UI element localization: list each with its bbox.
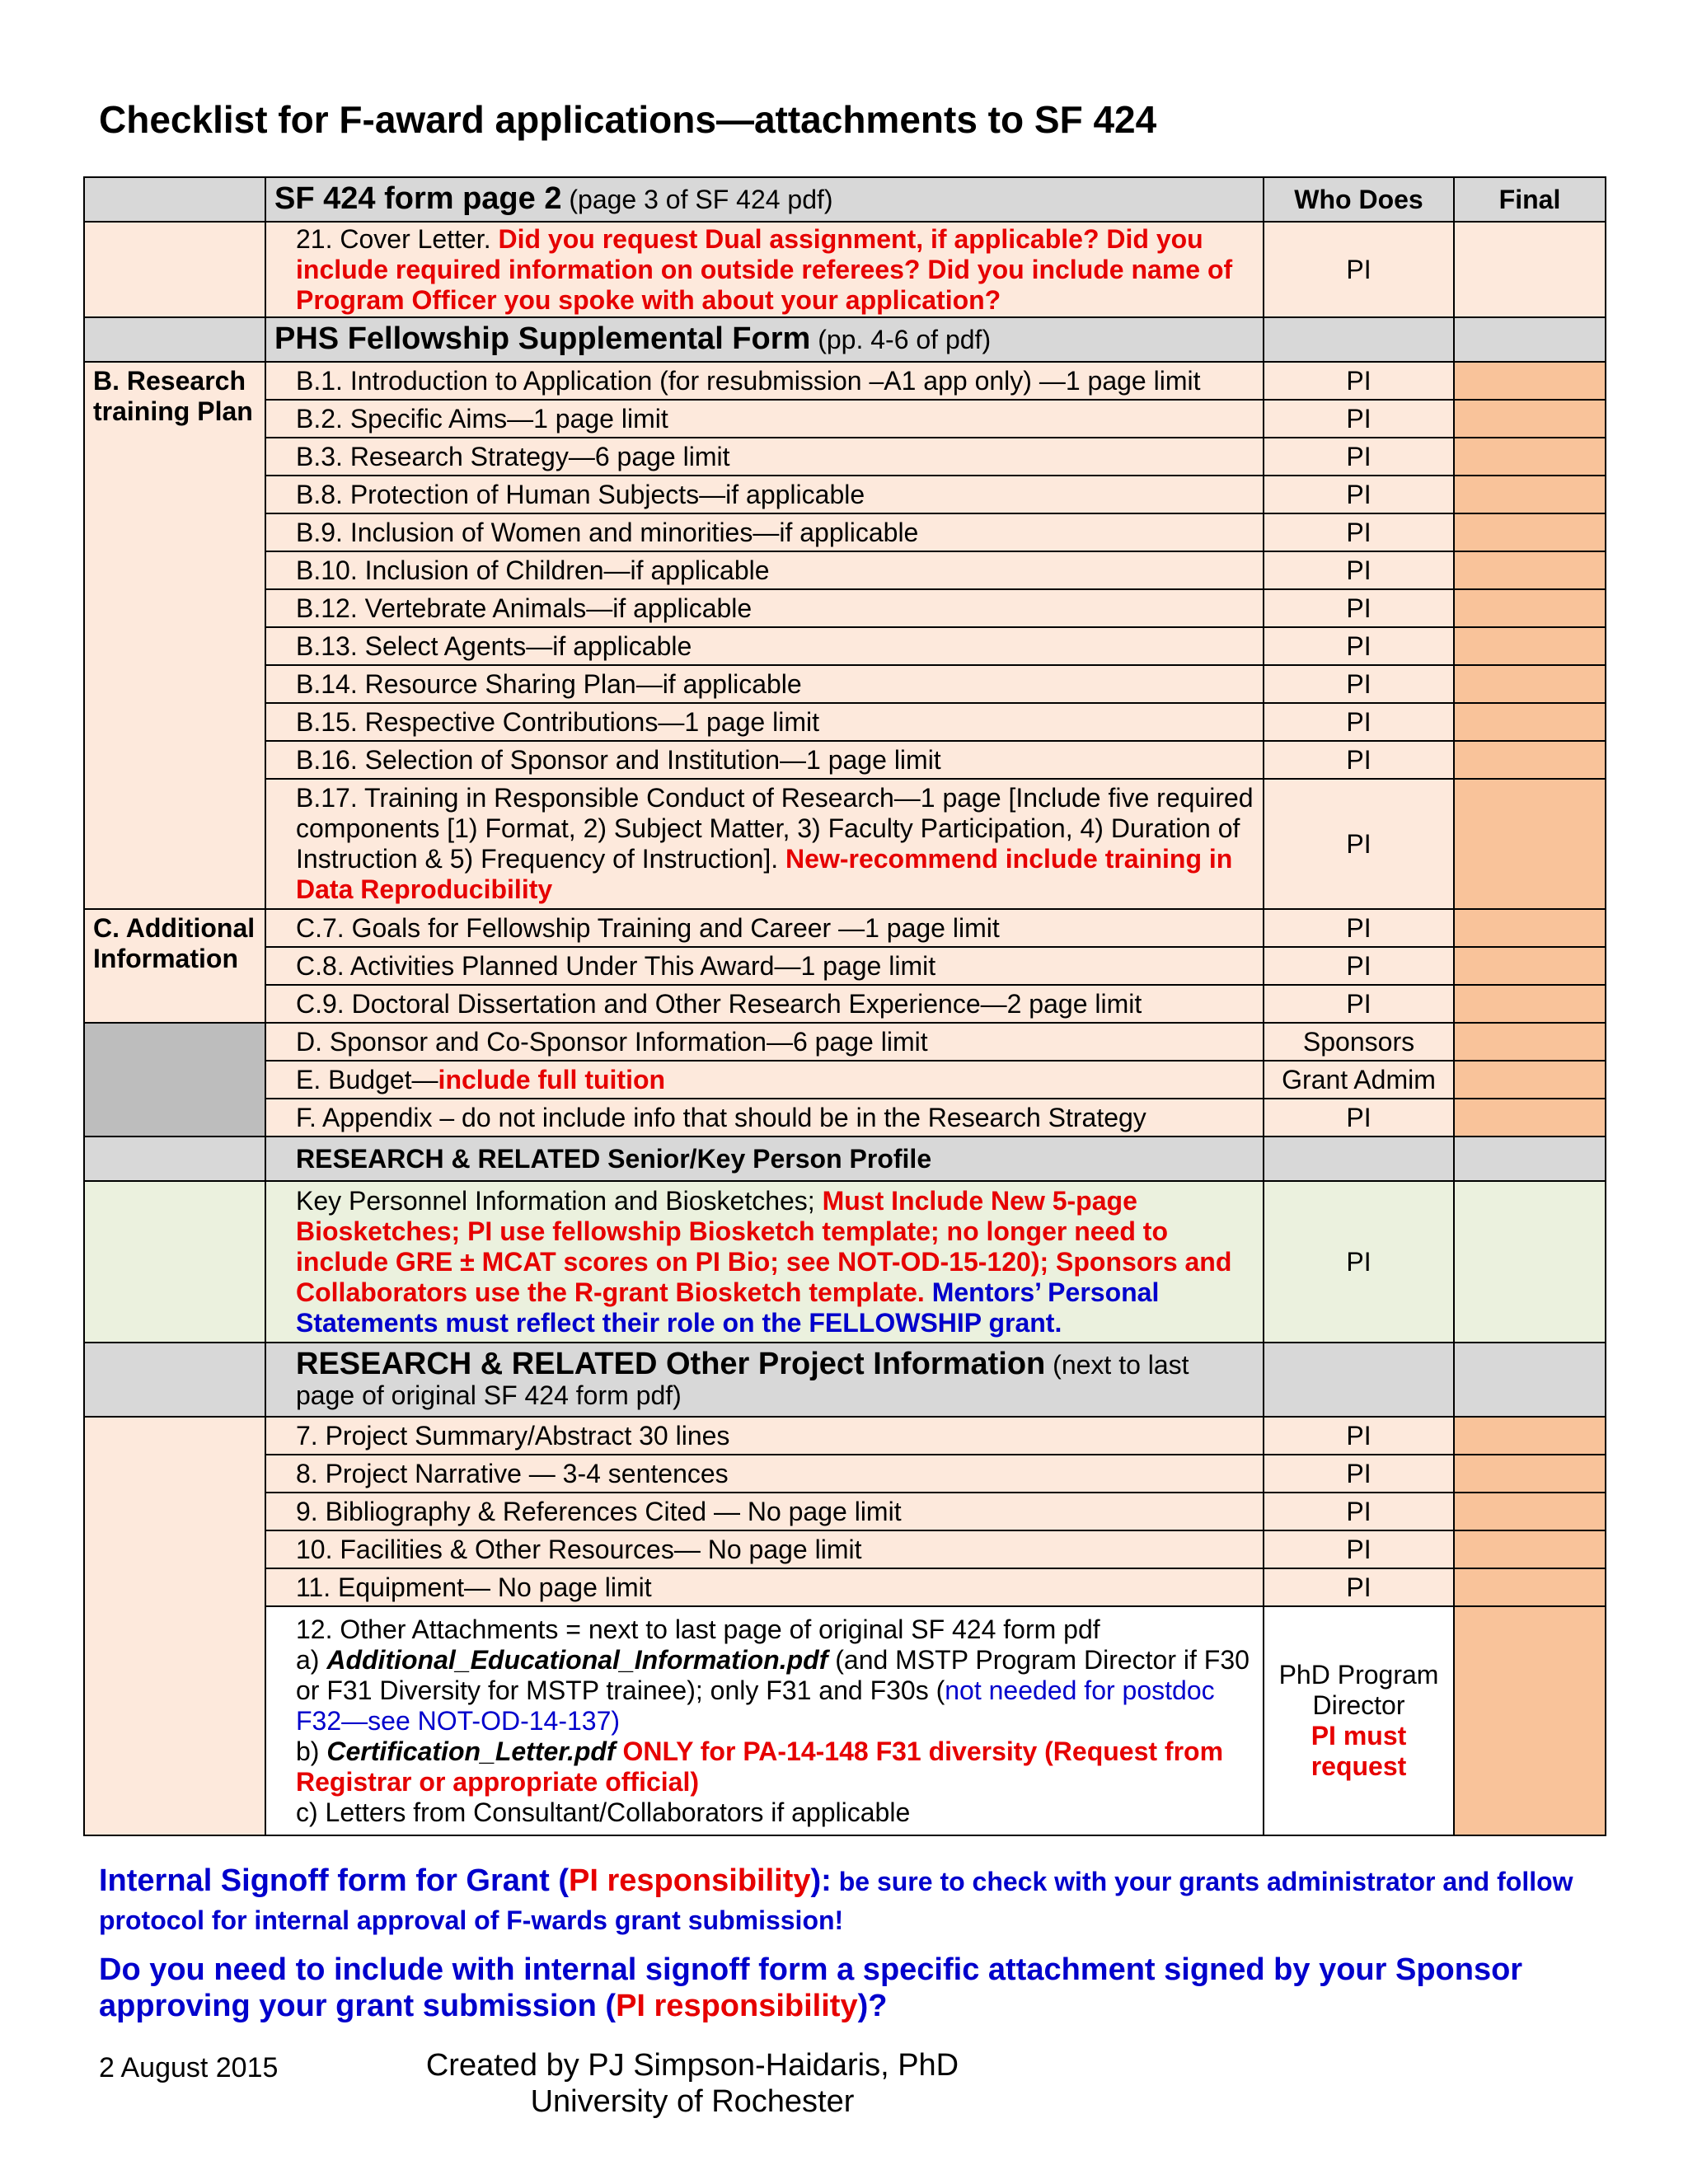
cover-letter-text [265,222,1264,317]
phs-empty-cell [84,317,265,362]
signoff-detail: be sure to check with your grants administrator and follow protocol for internal approval of F-wards grant submission! [99,1867,1573,1935]
table-row [84,551,1606,589]
signoff-lead-end: ): [810,1863,832,1898]
other-empty-cell [84,1343,265,1417]
other-item: 9. Bibliography & References Cited — No page limit [265,1493,1264,1530]
final-checkbox-cell[interactable] [1454,513,1606,551]
other-section-cell [84,1417,265,1835]
other-attachments-item [265,1606,1264,1835]
document-author [412,2047,973,2120]
other-item: 7. Project Summary/Abstract 30 lines [265,1417,1264,1455]
final-checkbox-cell[interactable] [1454,438,1606,476]
table-row [84,438,1606,476]
final-checkbox-cell[interactable] [1454,1493,1606,1530]
phs-final-empty [1454,317,1606,362]
final-checkbox-cell[interactable] [1454,703,1606,741]
header-who-does: Who Does [1264,177,1454,222]
senior-heading: RESEARCH & RELATED Senior/Key Person Profile [265,1137,1264,1181]
other-heading-row [84,1343,1606,1417]
final-checkbox-cell[interactable] [1454,476,1606,513]
section-c-who: PI [1264,909,1454,947]
sponsor-attachment-question [99,1952,1599,2024]
section-b-item: B.15. Respective Contributions—1 page limit [265,703,1264,741]
table-row [84,589,1606,627]
table-row [84,362,1606,400]
section-def-gray-cell [84,1023,265,1137]
header-empty-cell [84,177,265,222]
section-b-who: PI [1264,741,1454,779]
section-b-who: PI [1264,362,1454,400]
final-checkbox-cell[interactable] [1454,741,1606,779]
table-row [84,1530,1606,1568]
section-d-who: Sponsors [1264,1023,1454,1061]
section-b-who: PI [1264,513,1454,551]
a-file-name: Additional_Educational_Information.pdf [326,1644,828,1675]
table-row [84,1181,1606,1343]
senior-red-note: Must Include New 5-page Biosketches; PI use fellowship Biosketch template; no longer need to include GRE ± MCAT scores on PI Bio; see NOT-OD-15-120); Sponsors and Collaborators use the R-grant Biosketch template. [296,1185,1232,1307]
section-f-who: PI [1264,1099,1454,1137]
section-f-item: F. Appendix – do not include info that should be in the Research Strategy [265,1099,1264,1137]
phs-heading [265,317,1264,362]
table-row [84,476,1606,513]
table-row [84,627,1606,665]
cover-letter-final [1454,222,1606,317]
section-c-who: PI [1264,985,1454,1023]
senior-final-empty [1454,1137,1606,1181]
senior-section-cell [84,1181,265,1343]
section-b-item: B.8. Protection of Human Subjects—if applicable [265,476,1264,513]
section-b-item: B.3. Research Strategy—6 page limit [265,438,1264,476]
section-b-who: PI [1264,589,1454,627]
final-checkbox-cell[interactable] [1454,985,1606,1023]
other-attachments-line1: 12. Other Attachments = next to last page of original SF 424 form pdf [296,1614,1100,1644]
phs-heading-row [84,317,1606,362]
other-heading-normal: (next to last page of original SF 424 form pdf) [296,1349,1189,1410]
table-row [84,779,1606,909]
phs-heading-bold: PHS Fellowship Supplemental Form [274,321,811,356]
final-checkbox-cell[interactable] [1454,589,1606,627]
table-row [84,947,1606,985]
senior-key-personnel-text [265,1181,1264,1343]
section-b17-item [265,779,1264,909]
other-item: 8. Project Narrative — 3-4 sentences [265,1455,1264,1493]
section-b-who: PI [1264,665,1454,703]
question-end: )? [857,1989,888,2023]
header-sf424-bold: SF 424 form page 2 [274,181,562,216]
table-row [84,1606,1606,1835]
budget-red-note: include full tuition [438,1064,666,1094]
final-checkbox-cell[interactable] [1454,1417,1606,1455]
other-attachments-b [296,1736,1254,1797]
table-row [84,741,1606,779]
other-who: PI [1264,1455,1454,1493]
section-b-who: PI [1264,438,1454,476]
other-who: PI [1264,1493,1454,1530]
section-b-item: B.1. Introduction to Application (for resubmission –A1 app only) —1 page limit [265,362,1264,400]
section-b-item: B.2. Specific Aims—1 page limit [265,400,1264,438]
final-checkbox-cell[interactable] [1454,1061,1606,1099]
final-checkbox-cell[interactable] [1454,362,1606,400]
section-b-item: B.12. Vertebrate Animals—if applicable [265,589,1264,627]
cover-letter-who: PI [1264,222,1454,317]
a-blue-note: not needed for postdoc F32—see NOT-OD-14-137) [296,1675,1215,1736]
internal-signoff-note [99,1864,1582,1943]
page-title: Checklist for F-award applications—attachments to SF 424 [99,98,1157,141]
other-who: PI [1264,1568,1454,1606]
table-row [84,1023,1606,1061]
table-row [84,665,1606,703]
section-b-label: B. Research training Plan [84,362,265,909]
section-c-item: C.7. Goals for Fellowship Training and Career —1 page limit [265,909,1264,947]
other-attachments-a [296,1645,1254,1736]
senior-empty-cell [84,1137,265,1181]
section-b-who: PI [1264,476,1454,513]
b-prefix: b) [296,1736,327,1766]
section-b-item: B.16. Selection of Sponsor and Institution—1 page limit [265,741,1264,779]
signoff-lead: Internal Signoff form for Grant ( [99,1863,569,1898]
senior-who: PI [1264,1181,1454,1343]
section-e-who: Grant Admim [1264,1061,1454,1099]
section-b-who: PI [1264,703,1454,741]
table-row [84,1568,1606,1606]
signoff-red: PI responsibility [568,1863,811,1898]
senior-blue-note: Mentors’ Personal Statements must reflect their role on the FELLOWSHIP grant. [296,1277,1160,1338]
other-who: PI [1264,1530,1454,1568]
section-b-item: B.9. Inclusion of Women and minorities—if applicable [265,513,1264,551]
section-b-item: B.13. Select Agents—if applicable [265,627,1264,665]
senior-who-empty [1264,1137,1454,1181]
table-row [84,400,1606,438]
other-heading-bold: RESEARCH & RELATED Other Project Information [296,1346,1046,1381]
table-row [84,1099,1606,1137]
section-b-who: PI [1264,627,1454,665]
final-checkbox-cell[interactable] [1454,665,1606,703]
phs-who-empty [1264,317,1454,362]
final-checkbox-cell[interactable] [1454,627,1606,665]
final-checkbox-cell[interactable] [1454,779,1606,909]
other-attachments-c: c) Letters from Consultant/Collaborators if applicable [296,1797,911,1827]
other-heading [265,1343,1264,1417]
section-e-item [265,1061,1264,1099]
table-row [84,909,1606,947]
table-header-row [84,177,1606,222]
section-c-who: PI [1264,947,1454,985]
table-row [84,1061,1606,1099]
section-b-item: B.10. Inclusion of Children—if applicable [265,551,1264,589]
final-checkbox-cell[interactable] [1454,1099,1606,1137]
b-red-note: ONLY for PA-14-148 F31 diversity (Request from Registrar or appropriate official) [296,1736,1224,1797]
other-attachments-who [1264,1606,1454,1835]
other-item: 10. Facilities & Other Resources— No page limit [265,1530,1264,1568]
b17-red-note: New-recommend include training in Data Reproducibility [296,844,1233,904]
author-line2: University of Rochester [530,2084,855,2119]
section-b-who: PI [1264,400,1454,438]
author-line1: Created by PJ Simpson-Haidaris, PhD [425,2048,959,2083]
cover-letter-row [84,222,1606,317]
section-c-item: C.9. Doctoral Dissertation and Other Research Experience—2 page limit [265,985,1264,1023]
checklist-table [83,176,1606,1836]
senior-final[interactable] [1454,1181,1606,1343]
other-attachments-who-red: PI must request [1311,1721,1407,1781]
a-prefix: a) [296,1644,327,1675]
final-checkbox-cell[interactable] [1454,400,1606,438]
cover-letter-lead: 21. Cover Letter. [296,223,499,254]
table-row [84,1455,1606,1493]
table-row [84,1417,1606,1455]
other-final-empty [1454,1343,1606,1417]
question-text: Do you need to include with internal signoff form a specific attachment signed by your Sponsor approving your grant submission ( [99,1952,1523,2023]
other-item: 11. Equipment— No page limit [265,1568,1264,1606]
header-sf424 [265,177,1264,222]
final-checkbox-cell[interactable] [1454,947,1606,985]
other-who: PI [1264,1417,1454,1455]
final-checkbox-cell[interactable] [1454,1455,1606,1493]
section-c-label: C. Additional Information [84,909,265,1023]
senior-heading-row [84,1137,1606,1181]
other-attachments-who-text: PhD Program Director [1278,1660,1439,1720]
section-b-item: B.14. Resource Sharing Plan—if applicable [265,665,1264,703]
final-checkbox-cell[interactable] [1454,1023,1606,1061]
phs-heading-normal: (pp. 4-6 of pdf) [810,325,992,354]
budget-text: E. Budget— [296,1064,438,1094]
other-who-empty [1264,1343,1454,1417]
table-row [84,703,1606,741]
section-c-item: C.8. Activities Planned Under This Award—1 page limit [265,947,1264,985]
final-checkbox-cell[interactable] [1454,1530,1606,1568]
table-row [84,513,1606,551]
section-d-item: D. Sponsor and Co-Sponsor Information—6 page limit [265,1023,1264,1061]
b-file-name: Certification_Letter.pdf [326,1736,616,1766]
a-text: (and MSTP Program Director if F30 or F31 Diversity for MSTP trainee); only F31 and F30s ( [296,1644,1250,1705]
table-row [84,1493,1606,1530]
header-final: Final [1454,177,1606,222]
final-checkbox-cell[interactable] [1454,1606,1606,1835]
cover-section-cell [84,222,265,317]
cover-letter-red-note: Did you request Dual assignment, if applicable? Did you include required information on outside referees? Did you include name of Program Officer you spoke with about your application? [296,223,1233,315]
question-red: PI responsibility [616,1989,858,2023]
final-checkbox-cell[interactable] [1454,909,1606,947]
final-checkbox-cell[interactable] [1454,551,1606,589]
section-b-who: PI [1264,779,1454,909]
document-date: 2 August 2015 [99,2052,279,2083]
header-sf424-normal: (page 3 of SF 424 pdf) [561,185,833,214]
senior-lead: Key Personnel Information and Biosketches; [296,1185,823,1216]
final-checkbox-cell[interactable] [1454,1568,1606,1606]
section-b-who: PI [1264,551,1454,589]
b17-text: B.17. Training in Responsible Conduct of Research—1 page [Include five required components [1) Format, 2) Subject Matter, 3) Faculty Participation, 4) Duration of Instruction & 5) Frequency of Instruction]. [296,783,1254,874]
table-row [84,985,1606,1023]
